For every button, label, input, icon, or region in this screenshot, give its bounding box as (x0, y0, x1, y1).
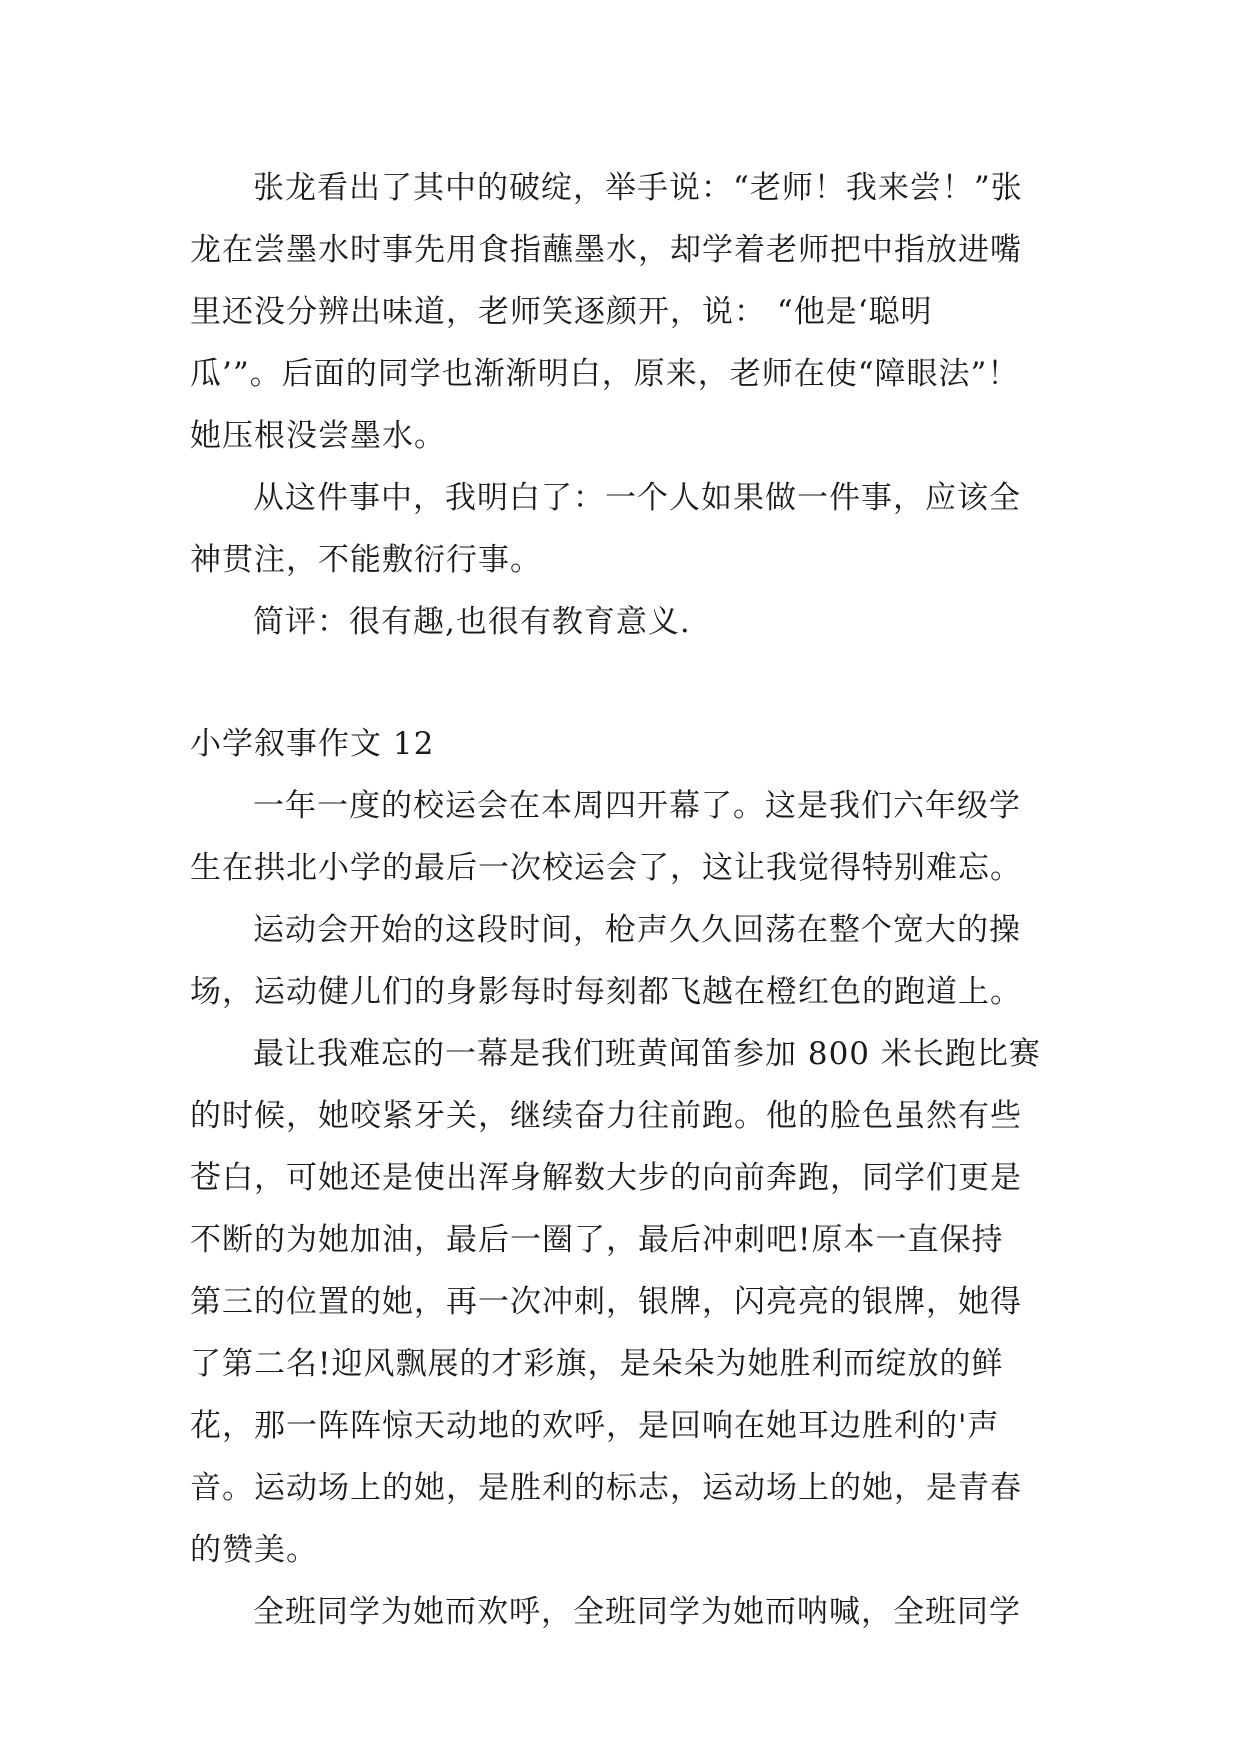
text-line: 苍白，可她还是使出浑身解数大步的向前奔跑，同学们更是 (190, 1160, 1022, 1196)
text-line: 最让我难忘的一幕是我们班黄闻笛参加 800 米长跑比赛 (253, 1036, 1041, 1072)
text-line: 的时候，她咬紧牙关，继续奋力往前跑。他的脸色虽然有些 (190, 1098, 1022, 1134)
text-line: 神贯注，不能敷衍行事。 (190, 542, 542, 578)
text-line: 的赞美。 (190, 1532, 318, 1568)
text-line: 瓜’”。后面的同学也渐渐明白，原来，老师在使“障眼法”！ (190, 356, 1020, 392)
text-line: 花，那一阵阵惊天动地的欢呼，是回响在她耳边胜利的'声 (190, 1408, 1000, 1444)
text-line: 全班同学为她而欢呼，全班同学为她而呐喊，全班同学 (253, 1594, 1021, 1630)
text-line: 不断的为她加油，最后一圈了，最后冲刺吧!原本一直保持 (190, 1222, 1004, 1258)
text-line: 第三的位置的她，再一次冲刺，银牌，闪亮亮的银牌，她得 (190, 1284, 1022, 1320)
text-line: 生在拱北小学的最后一次校运会了，这让我觉得特别难忘。 (190, 850, 1022, 886)
text-line: 简评：很有趣,也很有教育意义. (253, 604, 691, 640)
text-line: 音。运动场上的她，是胜利的标志，运动场上的她，是青春 (190, 1470, 1022, 1506)
text-line: 龙在尝墨水时事先用食指蘸墨水，却学着老师把中指放进嘴 (190, 232, 1022, 268)
text-line: 了第二名!迎风飘展的才彩旗，是朵朵为她胜利而绽放的鲜 (190, 1346, 1004, 1382)
text-line: 一年一度的校运会在本周四开幕了。这是我们六年级学 (253, 788, 1021, 824)
text-line: 场，运动健儿们的身影每时每刻都飞越在橙红色的跑道上。 (190, 974, 1022, 1010)
text-line: 从这件事中，我明白了：一个人如果做一件事，应该全 (253, 480, 1021, 516)
text-line: 运动会开始的这段时间，枪声久久回荡在整个宽大的操 (253, 912, 1021, 948)
text-line: 里还没分辨出味道，老师笑逐颜开，说： “他是‘聪明 (190, 294, 933, 330)
text-line: 张龙看出了其中的破绽，举手说：“老师！我来尝！”张 (253, 170, 1023, 206)
text-line: 她压根没尝墨水。 (190, 418, 446, 454)
section-title: 小学叙事作文 12 (190, 726, 435, 762)
